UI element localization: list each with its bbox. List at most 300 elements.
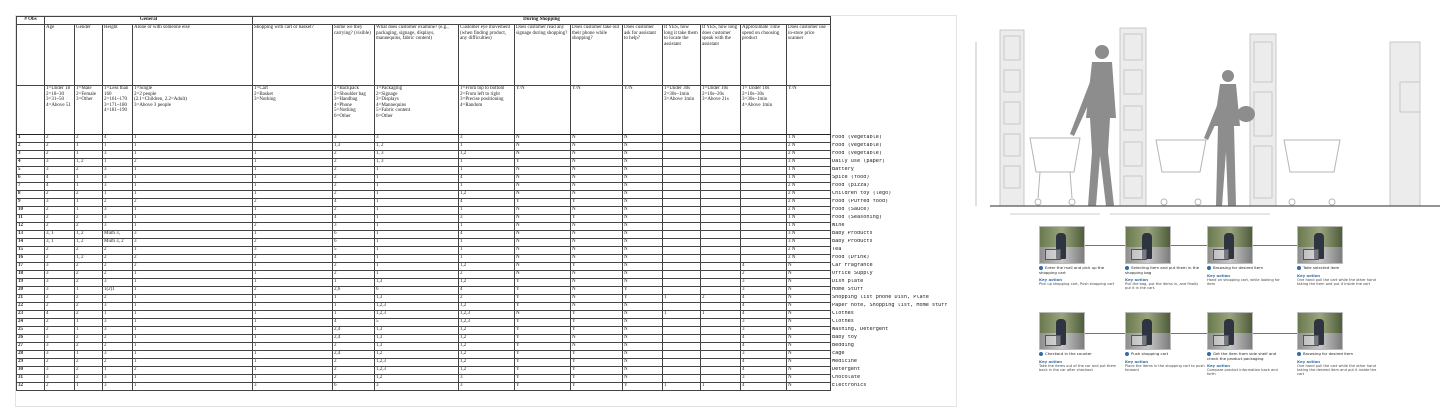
cell-assist: N: [623, 375, 663, 383]
column-header-height: Height: [103, 25, 133, 86]
column-header-time: Approximate Time spend on choosing product: [741, 25, 787, 86]
cell-age: 2: [45, 143, 75, 151]
cell-scanner: N: [787, 383, 831, 391]
cell-assist: N: [623, 175, 663, 183]
product-category: Bedding: [832, 342, 854, 348]
cell-alone: 1: [133, 215, 253, 223]
cell-carry: 2: [333, 207, 375, 215]
cell-speak: [701, 327, 741, 335]
cell-scanner: 1 N: [787, 175, 831, 183]
cell-carry: 2: [333, 271, 375, 279]
cell-alone: 1: [133, 319, 253, 327]
cell-attention: 3: [375, 383, 459, 391]
cell-locate: [663, 375, 701, 383]
code-legend-cart: 1=Cart 2=Basket 3=Nothing: [253, 86, 333, 135]
product-category: Clothes: [832, 310, 854, 316]
code-legend-signage: Y/N: [515, 86, 571, 135]
observation-number: 5: [17, 167, 45, 175]
cell-cart: 1: [253, 167, 333, 175]
cell-signage: N: [515, 263, 571, 271]
cell-time: [741, 159, 787, 167]
cell-alone: 1: [133, 351, 253, 359]
cell-scanner: N: [787, 279, 831, 287]
observation-number: 12: [17, 223, 45, 231]
cell-signage: N: [515, 255, 571, 263]
observation-sheet: [16, 16, 956, 406]
cell-scanner: 2 N: [787, 255, 831, 263]
cell-age: 2: [45, 207, 75, 215]
cell-gender: 2: [75, 303, 103, 311]
observation-number: 13: [17, 231, 45, 239]
table-row: [17, 375, 950, 383]
cell-cart: 3: [253, 383, 333, 391]
table-row: [17, 335, 950, 343]
cell-signage: Y: [515, 343, 571, 351]
cell-carry: 1,3: [333, 143, 375, 151]
shelf-left: [1000, 30, 1024, 206]
table-row: [17, 191, 950, 199]
step-title: Browsing for desired item: [1207, 266, 1287, 271]
cell-eye: 3: [459, 383, 515, 391]
cart-icon: [1213, 249, 1229, 260]
cell-locate: [663, 255, 701, 263]
cell-eye: 1: [459, 167, 515, 175]
cell-time: [741, 207, 787, 215]
cell-gender: 2: [75, 271, 103, 279]
cell-carry: 2: [333, 359, 375, 367]
cell-locate: [663, 151, 701, 159]
cell-age: 3, 1: [45, 231, 75, 239]
cell-signage: N: [515, 183, 571, 191]
cell-locate: [663, 263, 701, 271]
cell-age: 4: [45, 311, 75, 319]
cell-cart: 1: [253, 207, 333, 215]
cell-time: 4: [741, 367, 787, 375]
cell-speak: [701, 151, 741, 159]
cell-attention: 1: [375, 255, 459, 263]
cell-scanner: N: [787, 375, 831, 383]
cell-eye: 3: [459, 135, 515, 143]
code-legend-speak: 1=Under 10s 2=10s~20s 3=Above 21s: [701, 86, 741, 135]
cell-attention: 1: [375, 175, 459, 183]
cell-carry: 4: [333, 319, 375, 327]
cell-phone: Y: [571, 199, 623, 207]
cell-eye: 1: [459, 159, 515, 167]
cell-phone: N: [571, 175, 623, 183]
cell-eye: 1,2,3: [459, 319, 515, 327]
cell-height: 3: [103, 215, 133, 223]
product-category: Daily use (paper): [832, 158, 886, 164]
cell-cart: 1: [253, 327, 333, 335]
table-row: [17, 303, 950, 311]
cell-gender: 1: [75, 207, 103, 215]
cell-time: [741, 143, 787, 151]
cell-scanner: N: [787, 303, 831, 311]
cell-alone: 2: [133, 199, 253, 207]
cell-time: 4: [741, 311, 787, 319]
cell-alone: 1: [133, 359, 253, 367]
cell-speak: 1: [701, 383, 741, 391]
cell-signage: N: [515, 135, 571, 143]
code-legend-assist: Y/N: [623, 86, 663, 135]
cart-icon: [1213, 335, 1229, 346]
cell-attention: 1: [375, 239, 459, 247]
cell-cart: 1: [253, 159, 333, 167]
cell-time: 3: [741, 375, 787, 383]
cell-speak: [701, 159, 741, 167]
cell-carry: 2,4: [333, 335, 375, 343]
table-row: [17, 175, 950, 183]
cell-phone: N: [571, 343, 623, 351]
cell-locate: [663, 367, 701, 375]
cell-alone: 1: [133, 183, 253, 191]
cell-signage: Y: [515, 375, 571, 383]
cell-time: [741, 247, 787, 255]
cell-height: 2: [103, 359, 133, 367]
table-row: [17, 263, 950, 271]
cart-icon: [1303, 249, 1319, 260]
cell-age: 2: [45, 151, 75, 159]
cell-speak: [701, 319, 741, 327]
column-header-cart: Shopping with cart or basket?: [253, 25, 333, 86]
cell-gender: 1: [75, 175, 103, 183]
cell-phone: N: [571, 303, 623, 311]
cell-speak: [701, 199, 741, 207]
male-shopper-figure: [1070, 45, 1116, 206]
cell-locate: 1: [663, 383, 701, 391]
cell-signage: Y: [515, 279, 571, 287]
product-category: Paper note, Shopping list, Home stuff: [832, 302, 948, 308]
group-during-shopping: During Shopping: [253, 17, 831, 25]
storyboard-step: [1125, 312, 1205, 372]
cell-time: [741, 167, 787, 175]
product-category: Electronics: [832, 382, 867, 388]
cell-alone: 1: [133, 287, 253, 295]
cell-age: 3: [45, 199, 75, 207]
cell-height: 1: [103, 311, 133, 319]
table-row: [17, 135, 950, 143]
code-legend-height: 1=Less than 160 2=161~170 3=171~180 4=181~190: [103, 86, 133, 135]
observation-number: 14: [17, 239, 45, 247]
cell-phone: N: [571, 159, 623, 167]
cell-locate: [663, 175, 701, 183]
cell-speak: [701, 183, 741, 191]
cell-cart: 1: [253, 231, 333, 239]
column-header-row: [17, 25, 950, 86]
cell-carry: 1: [333, 303, 375, 311]
cell-locate: [663, 167, 701, 175]
cell-locate: [663, 215, 701, 223]
code-legend-row: [17, 86, 950, 135]
cell-phone: Y: [571, 319, 623, 327]
step-description: Take the items out of the car and put them back in the car after checkout: [1039, 363, 1117, 372]
cell-locate: [663, 271, 701, 279]
code-legend-scanner: Y/N: [787, 86, 831, 135]
cell-alone: 1: [133, 279, 253, 287]
product-category: Food (Drink): [832, 254, 870, 260]
cell-carry: 4: [333, 215, 375, 223]
cell-alone: 1: [133, 207, 253, 215]
product-category: Food (vegetable): [832, 142, 882, 148]
cell-cart: 2: [253, 255, 333, 263]
cell-scanner: N: [787, 311, 831, 319]
cell-height: 2: [103, 263, 133, 271]
group-general: General: [45, 17, 253, 25]
cell-eye: 1,2: [459, 343, 515, 351]
cell-cart: 2: [253, 135, 333, 143]
observation-number: 25: [17, 327, 45, 335]
cell-eye: 1: [459, 183, 515, 191]
code-legend-carry: 1=Backpack 2=Shoulder bag 3=Handbag 4=Phone 5=Nothing 6=Other: [333, 86, 375, 135]
cell-assist: N: [623, 143, 663, 151]
cell-eye: 4: [459, 287, 515, 295]
cell-alone: 1: [133, 191, 253, 199]
column-header-gender: Gender: [75, 25, 103, 86]
cell-time: [741, 239, 787, 247]
cell-gender: 1: [75, 351, 103, 359]
cell-speak: [701, 223, 741, 231]
cell-gender: 2: [75, 295, 103, 303]
cell-phone: Y: [571, 327, 623, 335]
cell-time: 2: [741, 271, 787, 279]
key-action-label: Key action: [1039, 358, 1063, 364]
step-description: Compare product information back and forth: [1207, 368, 1278, 377]
cell-phone: N: [571, 295, 623, 303]
cell-speak: 1: [701, 311, 741, 319]
cell-cart: 1: [253, 175, 333, 183]
cell-gender: 1: [75, 319, 103, 327]
step-title: Enter the mall and pick up the shopping cart: [1039, 265, 1105, 275]
cell-gender: 1: [75, 287, 103, 295]
step-title: Checkout in the counter: [1039, 352, 1119, 357]
cell-locate: [663, 319, 701, 327]
cell-assist: N: [623, 327, 663, 335]
cell-eye: 2: [459, 271, 515, 279]
cell-gender: 2: [75, 215, 103, 223]
cell-speak: [701, 279, 741, 287]
cell-speak: [701, 263, 741, 271]
table-row: [17, 247, 950, 255]
cell-scanner: 2 N: [787, 183, 831, 191]
cell-signage: N: [515, 311, 571, 319]
product-category: Food (vegetable): [832, 150, 882, 156]
cell-assist: N: [623, 303, 663, 311]
cell-height: 3: [103, 303, 133, 311]
cell-signage: Y: [515, 359, 571, 367]
cell-signage: Y: [515, 335, 571, 343]
cell-age: 2: [45, 191, 75, 199]
product-category: Baby Products: [832, 238, 873, 244]
step-photo: [1297, 312, 1343, 350]
observation-number: 22: [17, 303, 45, 311]
cell-time: 4: [741, 343, 787, 351]
cell-eye: 1: [459, 207, 515, 215]
product-category: Home Stuff: [832, 286, 864, 292]
cell-phone: N: [571, 191, 623, 199]
cell-signage: N: [515, 271, 571, 279]
cell-gender: 1, 2: [75, 239, 103, 247]
observation-table: [16, 16, 950, 391]
observation-number: 9: [17, 199, 45, 207]
cell-signage: Y: [515, 287, 571, 295]
cell-signage: N: [515, 151, 571, 159]
cell-signage: N: [515, 175, 571, 183]
cell-alone: 1: [133, 343, 253, 351]
cell-age: 2: [45, 303, 75, 311]
key-action-label: Key action: [1207, 272, 1231, 278]
cell-time: [741, 255, 787, 263]
cell-gender: 2: [75, 359, 103, 367]
cart-icon: [1131, 335, 1147, 346]
table-row: [17, 279, 950, 287]
cell-age: 3: [45, 375, 75, 383]
cell-age: 3: [45, 167, 75, 175]
cell-cart: 1: [253, 351, 333, 359]
cell-phone: Y: [571, 383, 623, 391]
cell-cart: 1: [253, 279, 333, 287]
cell-speak: [701, 375, 741, 383]
cell-signage: Y: [515, 327, 571, 335]
cart-icon: [1303, 335, 1319, 346]
product-category: Tea: [832, 246, 842, 252]
cell-time: [741, 151, 787, 159]
cell-attention: 1,3: [375, 335, 459, 343]
cell-attention: 1,3: [375, 279, 459, 287]
cell-carry: 6: [333, 239, 375, 247]
table-row: [17, 215, 950, 223]
cell-cart: 1: [253, 295, 333, 303]
cell-assist: N: [623, 255, 663, 263]
product-category: Food (Seasoning): [832, 214, 882, 220]
cell-assist: N: [623, 207, 663, 215]
cell-eye: 1,2: [459, 279, 515, 287]
cell-phone: N: [571, 183, 623, 191]
cell-attention: 1,2,3: [375, 367, 459, 375]
cell-scanner: 1 N: [787, 215, 831, 223]
cell-height: 2: [103, 343, 133, 351]
cell-eye: 4: [459, 231, 515, 239]
cell-signage: Y: [515, 199, 571, 207]
code-legend-attention: 1=Packaging 2=Signage 3=Displays 4=Mannequins 5=Fabric content 6=Other: [375, 86, 459, 135]
cell-attention: 1,2,3: [375, 303, 459, 311]
code-legend-alone: 1=Single 2=2 people (2.1=Children, 2.2=Adult) 3=Above 3 people: [133, 86, 253, 135]
cell-locate: 1: [663, 311, 701, 319]
column-header-attention: What does customer examine? (e.g., packaging, signage, displays, mannequins, fabric content): [375, 25, 459, 86]
cell-speak: [701, 351, 741, 359]
cell-phone: N: [571, 239, 623, 247]
cell-age: 3: [45, 335, 75, 343]
step-photo: [1039, 226, 1085, 264]
table-row: [17, 359, 950, 367]
cell-attention: 1: [375, 199, 459, 207]
cell-cart: 2: [253, 199, 333, 207]
cell-assist: N: [623, 183, 663, 191]
cell-speak: [701, 343, 741, 351]
product-category: Food (pizza): [832, 182, 870, 188]
cell-attention: 1,2: [375, 375, 459, 383]
column-header-locate: If YES, how long it take them to locate the assistant: [663, 25, 701, 86]
cell-carry: 2,6: [333, 287, 375, 295]
cell-scanner: 2 N: [787, 191, 831, 199]
product-category: Washing, Detergent: [832, 326, 889, 332]
cell-height: 3: [103, 351, 133, 359]
key-action-label: Key action: [1125, 277, 1149, 283]
column-header-carry: Some we they carrying? (visible): [333, 25, 375, 86]
cell-phone: N: [571, 271, 623, 279]
cell-locate: [663, 287, 701, 295]
cell-eye: 1,2: [459, 351, 515, 359]
cell-time: 4: [741, 383, 787, 391]
cell-cart: 1: [253, 311, 333, 319]
cell-cart: 1: [253, 215, 333, 223]
cell-time: 3: [741, 319, 787, 327]
cell-assist: Y: [623, 295, 663, 303]
cell-speak: [701, 167, 741, 175]
product-category: Car Fragrance: [832, 262, 873, 268]
cell-speak: [701, 247, 741, 255]
observation-number: 15: [17, 247, 45, 255]
cell-attention: 1, 3: [375, 151, 459, 159]
cell-attention: 1: [375, 191, 459, 199]
cell-carry: 4: [333, 199, 375, 207]
cell-phone: N: [571, 135, 623, 143]
cell-height: 2: [103, 295, 133, 303]
cell-alone: 3: [133, 239, 253, 247]
cell-assist: N: [623, 279, 663, 287]
cell-time: 4: [741, 335, 787, 343]
cell-alone: 1: [133, 335, 253, 343]
cell-assist: N: [623, 247, 663, 255]
product-category: Dish plate: [832, 278, 864, 284]
step-photo: [1125, 226, 1171, 264]
cell-assist: N: [623, 223, 663, 231]
cell-age: 2: [45, 255, 75, 263]
table-row: [17, 199, 950, 207]
cell-height: 3: [103, 207, 133, 215]
cell-locate: [663, 135, 701, 143]
cell-alone: 1: [133, 167, 253, 175]
cell-signage: N: [515, 223, 571, 231]
table-row: [17, 327, 950, 335]
product-category: Medicine: [832, 358, 857, 364]
cell-height: Mum 3,: [103, 231, 133, 239]
step-photo: [1125, 312, 1171, 350]
cell-scanner: 2 N: [787, 207, 831, 215]
cell-speak: [701, 143, 741, 151]
shopping-cart-middle: [1156, 140, 1206, 205]
cell-gender: 2: [75, 335, 103, 343]
cell-locate: [663, 231, 701, 239]
cell-signage: N: [515, 231, 571, 239]
product-category: Food (Puffed food): [832, 198, 889, 204]
cell-cart: 1: [253, 303, 333, 311]
cell-locate: [663, 327, 701, 335]
storyboard-step: [1039, 226, 1119, 286]
cell-eye: 1,2: [459, 191, 515, 199]
cart-icon: [1045, 335, 1061, 346]
cell-carry: 1: [333, 295, 375, 303]
cell-signage: Y: [515, 367, 571, 375]
cell-signage: Y: [515, 383, 571, 391]
product-category: cage: [832, 350, 845, 356]
cell-attention: 1: [375, 207, 459, 215]
code-legend-gender: 1=Male 2=Female 3=Other: [75, 86, 103, 135]
code-legend-eye: 1=From top to bottom 2=From left to right 3=Precise positioning 4=Random: [459, 86, 515, 135]
cell-time: 3: [741, 279, 787, 287]
cell-gender: 2: [75, 247, 103, 255]
cell-gender: 2: [75, 311, 103, 319]
bullet-icon: [1207, 266, 1211, 270]
